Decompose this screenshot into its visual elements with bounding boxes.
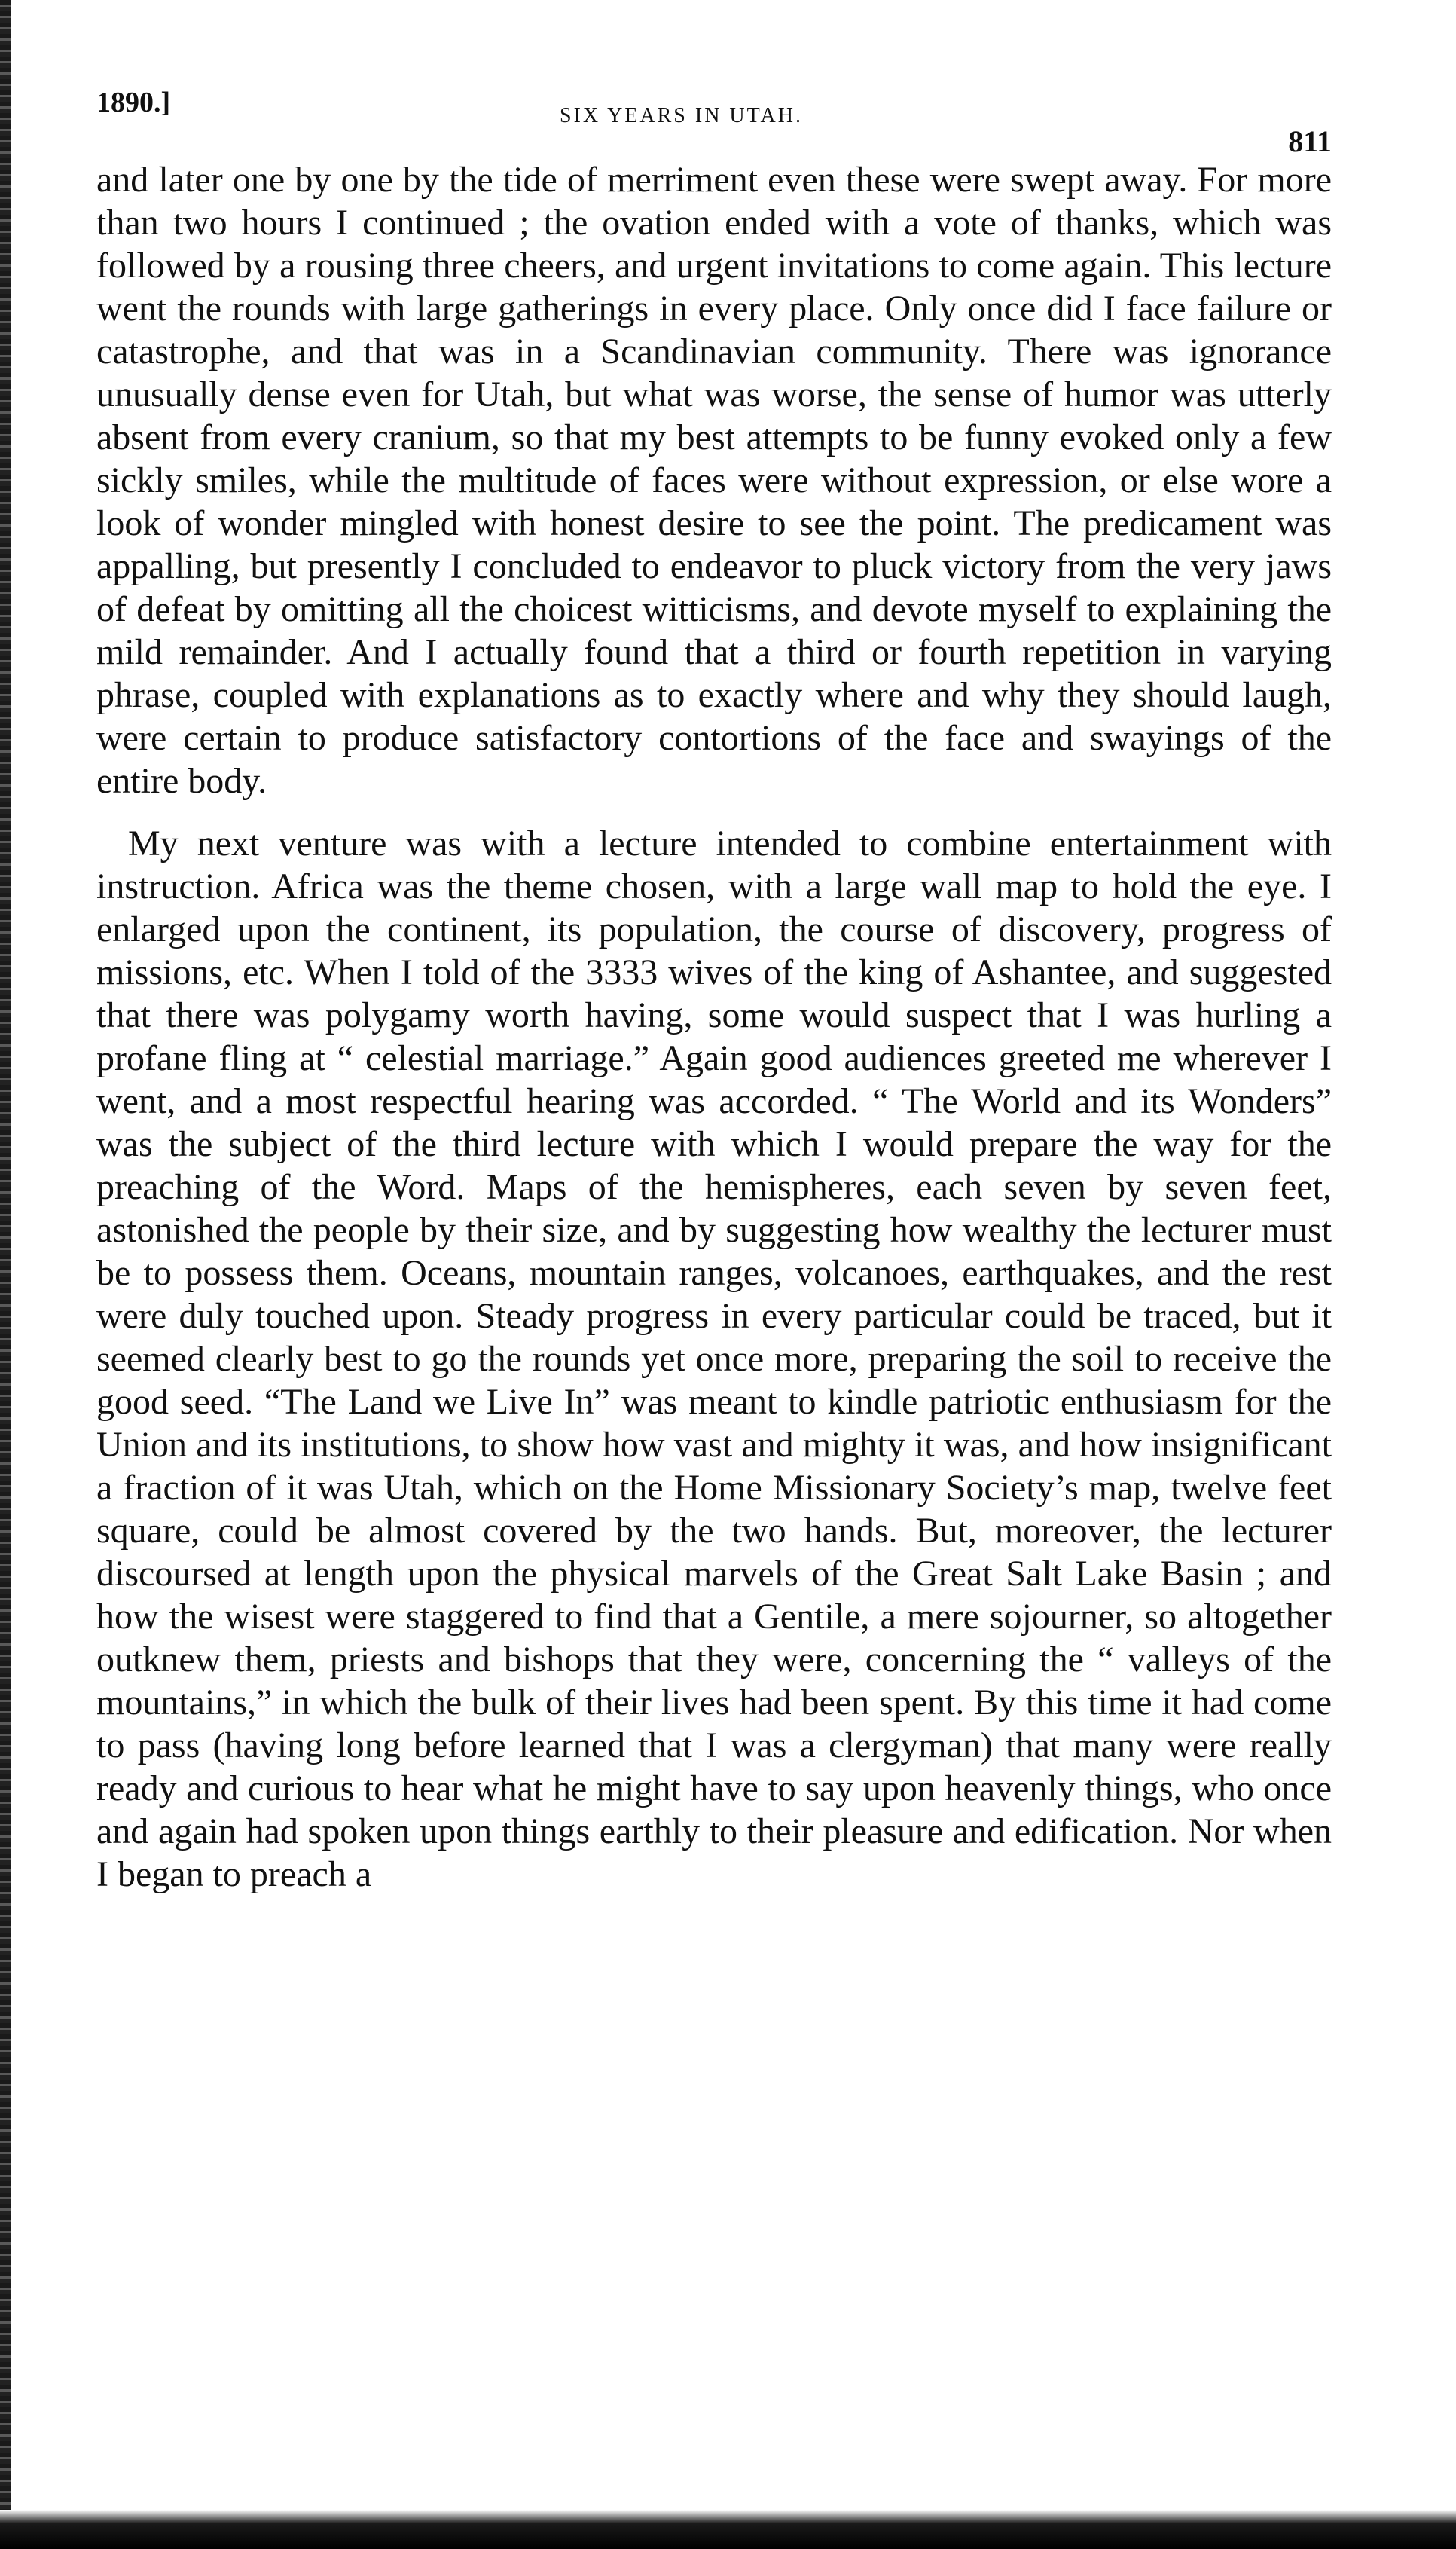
paragraph-1: and later one by one by the tide of merriment even these were swept away. For more than two hours I continued ; the ovation ended with a vote of thanks, which was followed by a rousing three cheers, and urgent invitations to come again. This lecture went the rounds with large gatherings in every place. Only once did I face failure or catastrophe, and that was in a Scandinavian community. There was ignorance unusually dense even for Utah, but what was worse, the sense of humor was utterly absent from every cranium, so that my best attempts to be funny evoked only a few sickly smiles, while the multitude of faces were without expression, or else wore a look of wonder mingled with honest desire to see the point. The predicament was appalling, but presently I concluded to endeavor to pluck victory from the very jaws of defeat by omitting all the choicest witticisms, and devote myself to explaining the mild remainder. And I actually found that a third or fourth repetition in varying phrase, coupled with explanations as to exactly where and why they should laugh, were certain to produce satisfactory contortions of the face and swayings of the entire body. <box>96 160 1332 801</box>
running-head-date: 1890.] <box>96 87 171 118</box>
page-number: 811 <box>1288 124 1332 158</box>
paragraph-2: My next venture was with a lecture intended to combine entertainment with instruction. Africa was the theme chosen, with a large wall map to hold the eye. I enlarged upon the continent, its population, the course of discovery, progress of missions, etc. When I told of the 3333 wives of the king of Ashantee, and suggested that there was polygamy worth having, some would suspect that I was hurling a profane fling at “ celestial marriage.” Again good audiences greeted me wherever I went, and a most respectful hearing was accorded. “ The World and its Wonders” was the subject of the third lecture with which I would prepare the way for the preaching of the Word. Maps of the hemispheres, each seven by seven feet, astonished the people by their size, and by suggesting how wealthy the lecturer must be to possess them. Oceans, mountain ranges, volcanoes, earthquakes, and the rest were duly touched upon. Steady progress in every particular could be traced, but it seemed clearly best to go the rounds yet once more, preparing the soil to receive the good seed. “The Land we Live In” was meant to kindle patriotic enthusiasm for the Union and its institutions, to show how vast and mighty it was, and how insignificant a fraction of it was Utah, which on the Home Missionary Society’s map, twelve feet square, could be almost covered by the two hands. But, moreover, the lecturer discoursed at length upon the physical marvels of the Great Salt Lake Basin ; and how the wisest were staggered to find that a Gentile, a mere sojourner, so altogether outknew them, priests and bishops that they were, concerning the “ valleys of the mountains,” in which the bulk of their lives had been spent. By this time it had come to pass (having long before learned that I was a clergyman) that many were really ready and curious to hear what he might have to say upon heavenly things, who once and again had spoken upon things earthly to their pleasure and edification. Nor when I began to preach a <box>96 824 1332 1894</box>
body-text <box>96 158 1332 1896</box>
book-page <box>96 75 1332 1896</box>
scan-bottom-edge <box>0 2510 1456 2549</box>
page-spine-edge <box>0 0 11 2549</box>
running-head <box>96 75 1332 158</box>
running-head-title: SIX YEARS IN UTAH. <box>560 104 803 127</box>
